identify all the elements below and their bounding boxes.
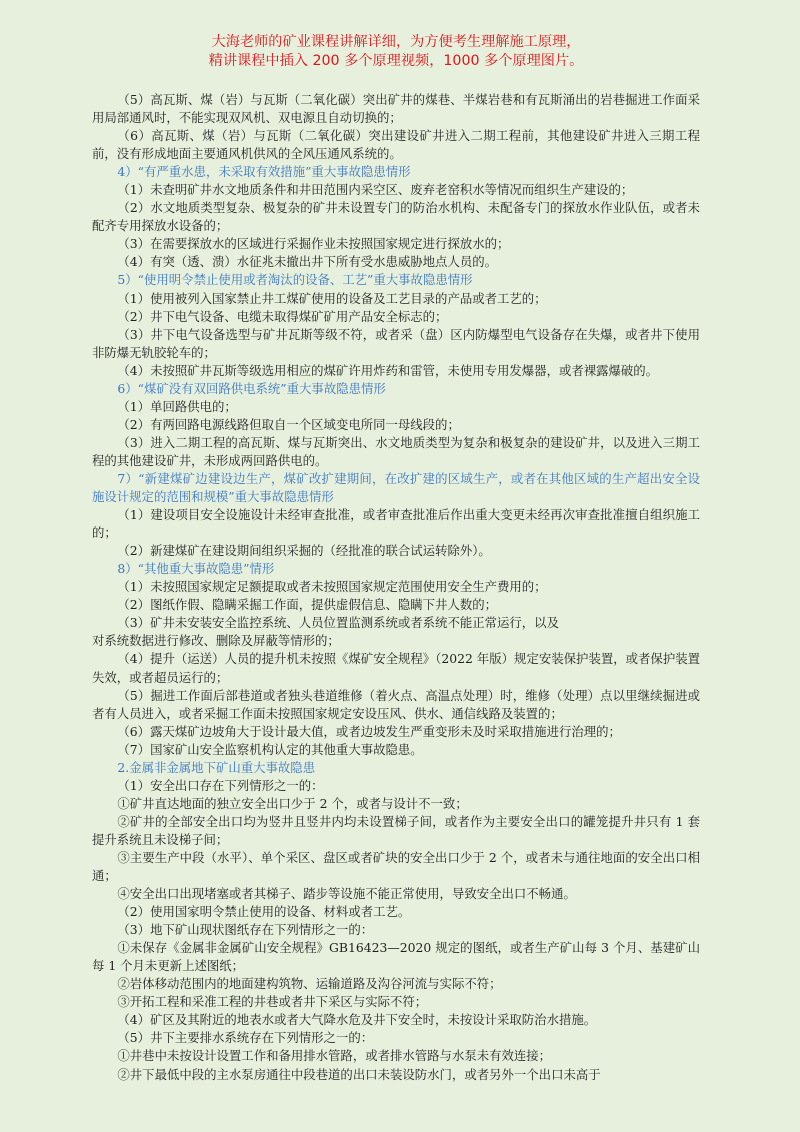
paragraph: （2）使用国家明令禁止使用的设备、材料或者工艺。 — [117, 904, 411, 920]
paragraph: （6）高瓦斯、煤（岩）与瓦斯（二氧化碳）突出建设矿井进入二期工程前，其他建设矿井进入三期工程前，没有形成地面主要通风机供风的全风压通风系统的。 — [92, 128, 700, 162]
section-heading: 7）“新建煤矿边建设边生产，煤矿改扩建期间，在改扩建的区域生产，或者在其他区域的生产超出安全设施设计规定的范围和规模”重大事故隐患情形 — [92, 470, 700, 505]
paragraph: ③开拓工程和采准工程的井巷或者井下采区与实际不符； — [117, 994, 428, 1010]
paragraph: （5）高瓦斯、煤（岩）与瓦斯（二氧化碳）突出矿井的煤巷、半煤岩巷和有瓦斯涌出的岩巷掘进工作面采用局部通风时，不能实现双风机、双电源且自动切换的； — [92, 92, 700, 126]
paragraph: ②矿井的全部安全出口均为竖井且竖井内均未设置梯子间，或者作为主要安全出口的罐笼提升井只有 1 套提升系统且未设梯子间； — [92, 813, 700, 847]
paragraph: （3）矿井未安装安全监控系统、人员位置监测系统或者系统不能正常运行，以及 对系统数据进行修改、删除及屏蔽等情形的； — [92, 615, 559, 649]
section-heading: 4）“有严重水患，未采取有效措施”重大事故隐患情形 — [117, 164, 411, 180]
paragraph: （1）使用被列入国家禁止井工煤矿使用的设备及工艺目录的产品或者工艺的； — [117, 290, 547, 306]
paragraph: ①未保存《金属非金属矿山安全规程》GB16423—2020 规定的图纸，或者生产矿山每 3 个月、基建矿山每 1 个月未更新上述图纸； — [92, 940, 700, 974]
paragraph: （1）建设项目安全设施设计未经审查批准，或者审查批准后作出重大变更未经再次审查批准擅自组织施工的； — [92, 507, 700, 541]
banner-line-2: 精讲课程中插入 200 多个原理视频，1000 多个原理图片。 — [208, 53, 584, 69]
paragraph: （4）有突（透、溃）水征兆未撤出井下所有受水患威胁地点人员的。 — [117, 254, 498, 270]
paragraph: （6）露天煤矿边坡角大于设计最大值，或者边坡发生严重变形未及时采取措施进行治理的； — [117, 723, 621, 739]
section-heading: 8）“其他重大事故隐患”情形 — [117, 561, 275, 577]
document-body — [92, 91, 700, 1084]
paragraph: ④安全出口出现堵塞或者其梯子、踏步等设施不能正常使用，导致安全出口不畅通。 — [117, 886, 576, 902]
paragraph: （5）掘进工作面后部巷道或者独头巷道维修（着火点、高温点处理）时，维修（处理）点以里继续掘进或者有人员进入，或者采掘工作面未按照国家规定安设压风、供水、通信线路及装置的； — [92, 687, 700, 721]
paragraph: （3）井下电气设备选型与矿井瓦斯等级不符，或者采（盘）区内防爆型电气设备存在失爆，或者井下使用非防爆无轨胶轮车的； — [92, 326, 700, 360]
paragraph: （4）矿区及其附近的地表水或者大气降水危及井下安全时，未按设计采取防治水措施。 — [117, 1012, 597, 1028]
paragraph: （4）提升（运送）人员的提升机未按照《煤矿安全规程》（2022 年版）规定安装保护装置，或者保护装置失效，或者超员运行的； — [92, 651, 700, 685]
paragraph: （3）地下矿山现状图纸存在下列情形之一的： — [117, 922, 374, 938]
paragraph: （5）井下主要排水系统存在下列情形之一的： — [117, 1030, 374, 1046]
paragraph: ②井下最低中段的主水泵房通往中段巷道的出口未装设防水门，或者另外一个出口未高于 — [117, 1066, 601, 1082]
section-heading: 5）“使用明令禁止使用或者淘汰的设备、工艺”重大事故隐患情形 — [117, 272, 473, 288]
paragraph: ①井巷中未按设计设置工作和备用排水管路，或者排水管路与水泵未有效连接； — [117, 1048, 552, 1064]
paragraph: （1）未按照国家规定足额提取或者未按照国家规定范围使用安全生产费用的； — [117, 579, 547, 595]
paragraph: （1）安全出口存在下列情形之一的： — [117, 777, 324, 793]
paragraph: （2）新建煤矿在建设期间组织采掘的（经批准的联合试运转除外）。 — [117, 543, 491, 559]
paragraph: （7）国家矿山安全监察机构认定的其他重大事故隐患。 — [117, 741, 423, 757]
paragraph: （2）水文地质类型复杂、极复杂的矿井未设置专门的防治水机构、未配备专门的探放水作业队伍，或者未配齐专用探放水设备的； — [92, 200, 700, 234]
paragraph: ②岩体移动范围内的地面建构筑物、运输道路及沟谷河流与实际不符； — [117, 976, 502, 992]
promo-banner — [92, 0, 700, 71]
paragraph: ③主要生产中段（水平）、单个采区、盘区或者矿块的安全出口少于 2 个，或者未与通往地面的安全出口相通； — [92, 849, 700, 884]
paragraph: （2）井下电气设备、电缆未取得煤矿矿用产品安全标志的； — [117, 308, 448, 324]
chapter-heading: 2.金属非金属地下矿山重大事故隐患 — [117, 759, 316, 775]
paragraph: ①矿井直达地面的独立安全出口少于 2 个，或者与设计不一致； — [117, 795, 468, 811]
paragraph: （1）单回路供电的； — [117, 398, 237, 414]
paragraph: （1）未查明矿井水文地质条件和井田范围内采空区、废弃老窑积水等情况而组织生产建设的； — [117, 182, 634, 198]
paragraph: （3）进入二期工程的高瓦斯、煤与瓦斯突出、水文地质类型为复杂和极复杂的建设矿井，以及进入三期工程的其他建设矿井，未形成两回路供电的。 — [92, 434, 700, 468]
paragraph: （3）在需要探放水的区域进行采掘作业未按照国家规定进行探放水的； — [117, 236, 510, 252]
paragraph: （2）有两回路电源线路但取自一个区域变电所同一母线段的； — [117, 416, 460, 432]
paragraph: （2）图纸作假、隐瞒采掘工作面，提供虚假信息、隐瞒下井人数的； — [117, 597, 498, 613]
paragraph: （4）未按照矿井瓦斯等级选用相应的煤矿许用炸药和雷管，未使用专用发爆器，或者裸露爆破的。 — [117, 362, 659, 378]
section-heading: 6）“煤矿没有双回路供电系统”重大事故隐患情形 — [117, 380, 386, 396]
banner-line-1: 大海老师的矿业课程讲解详细，为方便考生理解施工原理， — [211, 34, 581, 50]
